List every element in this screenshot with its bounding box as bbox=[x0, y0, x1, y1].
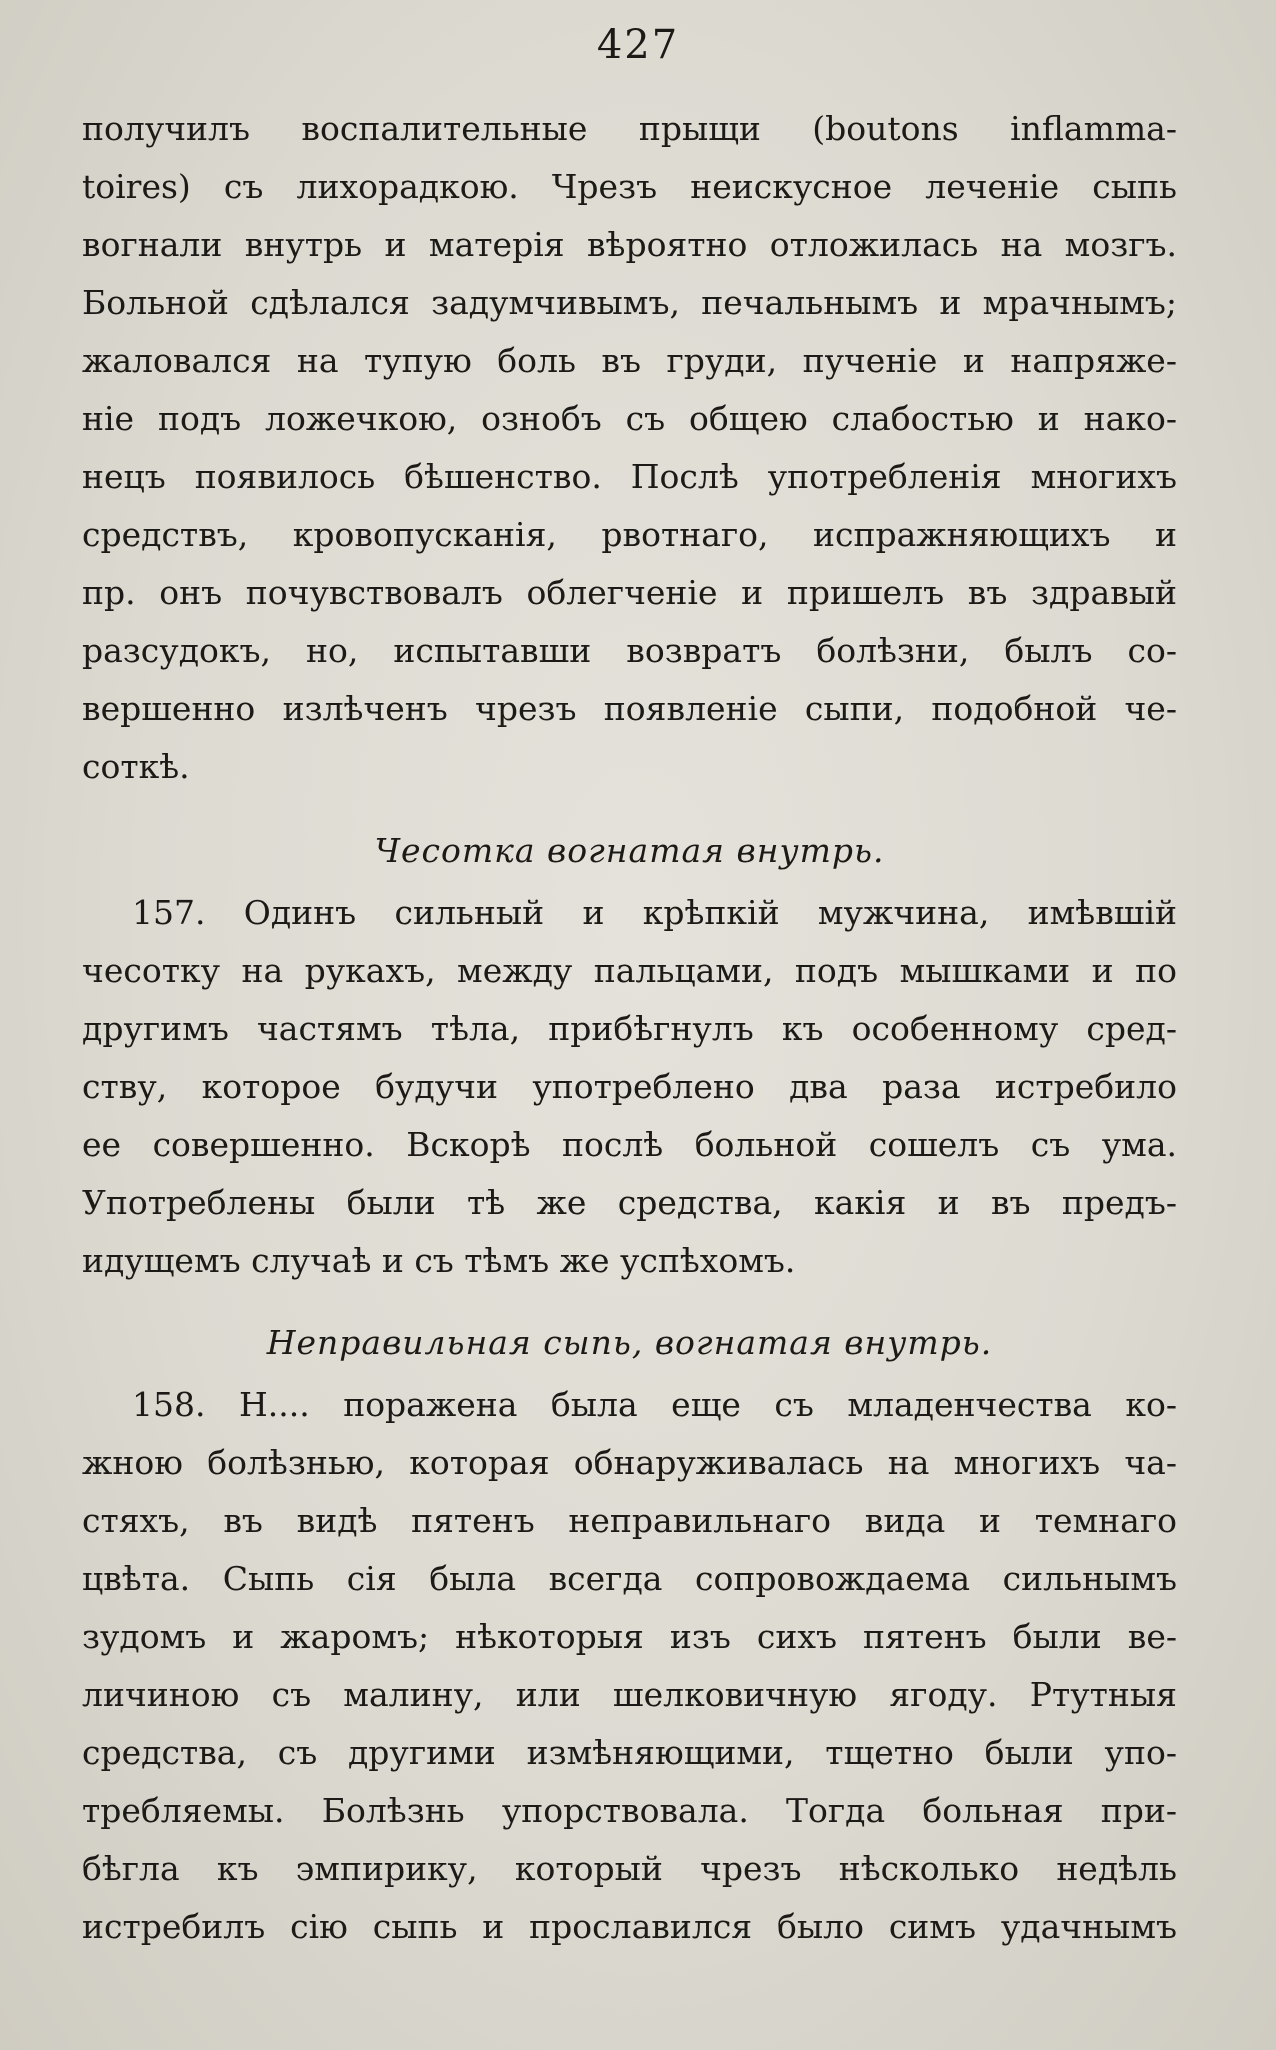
text-line: ее совершенно. Вскорѣ послѣ больной сошелъ съ ума. bbox=[82, 1125, 1177, 1164]
text-line: жаловался на тупую боль въ груди, пученіе и напряже- bbox=[82, 341, 1177, 380]
text-line: цвѣта. Сыпь сія была всегда сопровождаема сильнымъ bbox=[82, 1559, 1177, 1598]
text-line: ству, которое будучи употреблено два раза истребило bbox=[82, 1067, 1177, 1106]
section-158 bbox=[82, 1310, 1177, 1956]
text-line: чесотку на рукахъ, между пальцами, подъ мышками и по bbox=[82, 951, 1177, 990]
text-line: вершенно излѣченъ чрезъ появленіе сыпи, подобной че- bbox=[82, 689, 1177, 728]
text-line: разсудокъ, но, испытавши возвратъ болѣзни, былъ со- bbox=[82, 631, 1177, 670]
text-line: жною болѣзнью, которая обнаруживалась на многихъ ча- bbox=[82, 1443, 1177, 1482]
text-line: соткѣ. bbox=[82, 747, 190, 786]
text-line: 158. Н.... поражена была еще съ младенчества ко- bbox=[132, 1385, 1177, 1424]
text-line: пр. онъ почувствовалъ облегченіе и пришелъ въ здравый bbox=[82, 573, 1177, 612]
text-line: Употреблены были тѣ же средства, какія и въ предъ- bbox=[82, 1183, 1177, 1222]
text-line: бѣгла къ эмпирику, который чрезъ нѣсколько недѣль bbox=[82, 1849, 1177, 1888]
text-line: истребилъ сію сыпь и прославился было симъ удачнымъ bbox=[82, 1907, 1177, 1946]
page-number: 427 bbox=[596, 22, 680, 68]
text-line: стяхъ, въ видѣ пятенъ неправильнаго вида и темнаго bbox=[82, 1501, 1177, 1540]
text-line: 157. Одинъ сильный и крѣпкій мужчина, имѣвшій bbox=[132, 893, 1177, 932]
text-line: личиною съ малину, или шелковичную ягоду. Ртутныя bbox=[82, 1675, 1177, 1714]
text-line: средствъ, кровопусканія, рвотнаго, испражняющихъ и bbox=[82, 515, 1177, 554]
text-line: идущемъ случаѣ и съ тѣмъ же успѣхомъ. bbox=[82, 1241, 796, 1280]
text-line: требляемы. Болѣзнь упорствовала. Тогда больная при- bbox=[82, 1791, 1177, 1830]
text-line: средства, съ другими измѣняющими, тщетно были упо- bbox=[82, 1733, 1177, 1772]
section-heading: Чесотка вогнатая внутрь. bbox=[374, 831, 885, 870]
text-line: другимъ частямъ тѣла, прибѣгнулъ къ особенному сред- bbox=[82, 1009, 1177, 1048]
paragraph-156-continuation bbox=[82, 100, 1177, 796]
text-line: зудомъ и жаромъ; нѣкоторыя изъ сихъ пятенъ были ве- bbox=[82, 1617, 1177, 1656]
section-heading: Неправильная сыпь, вогнатая внутрь. bbox=[266, 1323, 993, 1362]
text-line: вогнали внутрь и матерія вѣроятно отложилась на мозгъ. bbox=[82, 225, 1177, 264]
text-line: Больной сдѣлался задумчивымъ, печальнымъ и мрачнымъ; bbox=[82, 283, 1177, 322]
text-line: toires) съ лихорадкою. Чрезъ неискусное леченіе сыпь bbox=[82, 167, 1177, 206]
section-157 bbox=[82, 818, 1177, 1290]
text-line: получилъ воспалительные прыщи (boutons inflamma- bbox=[82, 109, 1177, 148]
text-line: ніе подъ ложечкою, ознобъ съ общею слабостью и нако- bbox=[82, 399, 1177, 438]
text-line: нецъ появилось бѣшенство. Послѣ употребленія многихъ bbox=[82, 457, 1177, 496]
